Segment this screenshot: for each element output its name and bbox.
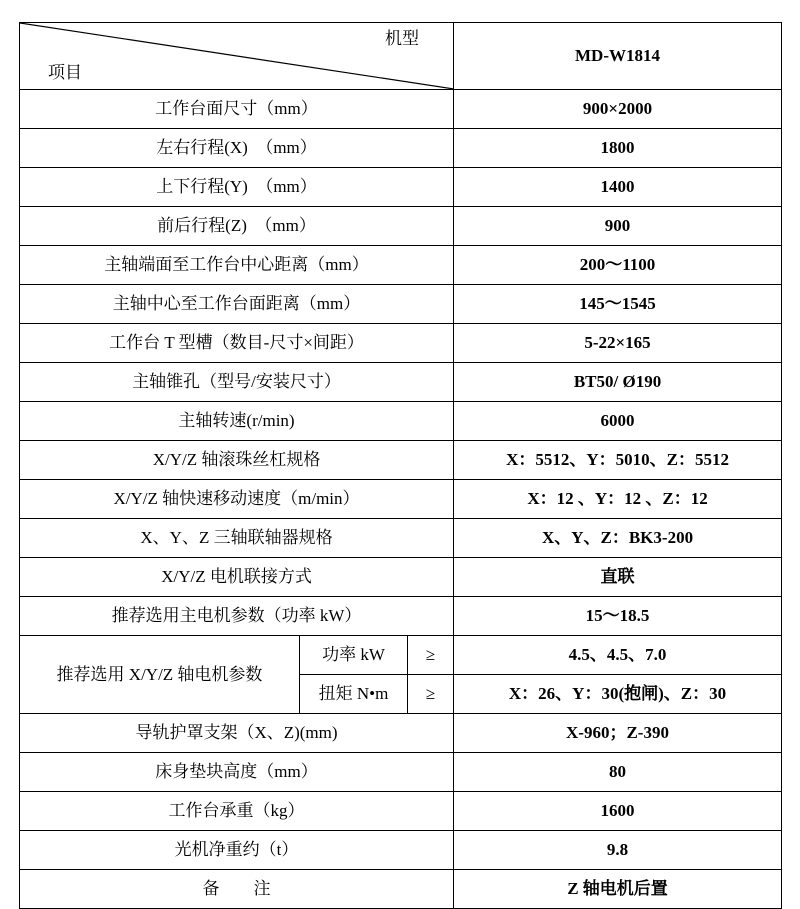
- row-label: 光机净重约（t）: [20, 831, 454, 870]
- row-label: 主轴锥孔（型号/安装尺寸）: [20, 363, 454, 402]
- row-value: X：12 、Y：12 、Z：12: [454, 480, 782, 519]
- row-label: 工作台承重（kg）: [20, 792, 454, 831]
- row-label: 主轴端面至工作台中心距离（mm）: [20, 246, 454, 285]
- header-model-label: 机型: [385, 29, 420, 48]
- table-row: [20, 90, 782, 129]
- header-item-label: 项目: [48, 63, 82, 83]
- row-label: X、Y、Z 三轴联轴器规格: [20, 519, 454, 558]
- row-value: 200～1100: [454, 246, 782, 285]
- table-row: [20, 792, 782, 831]
- row-value: 5-22×165: [454, 324, 782, 363]
- table-row: [20, 597, 782, 636]
- table-row: [20, 441, 782, 480]
- row-label: X/Y/Z 轴快速移动速度（m/min）: [20, 480, 454, 519]
- row-value: 直联: [454, 558, 782, 597]
- table-row: [20, 285, 782, 324]
- row-label: 前后行程(Z) （mm）: [20, 207, 454, 246]
- motor-subrow-value: 4.5、4.5、7.0: [454, 636, 782, 675]
- table-row: [20, 480, 782, 519]
- table-row-motor-power: [20, 636, 782, 675]
- row-value: 6000: [454, 402, 782, 441]
- table-row: [20, 402, 782, 441]
- row-value: 80: [454, 753, 782, 792]
- table-row: [20, 831, 782, 870]
- row-label: 推荐选用主电机参数（功率 kW）: [20, 597, 454, 636]
- table-header-row: [20, 23, 782, 90]
- motor-subrow-value: X：26、Y：30(抱闸)、Z：30: [454, 675, 782, 714]
- row-label: 主轴中心至工作台面距离（mm）: [20, 285, 454, 324]
- diagonal-header-inner: [20, 23, 453, 89]
- row-value: X：5512、Y：5010、Z：5512: [454, 441, 782, 480]
- table-row: [20, 324, 782, 363]
- table-row: [20, 363, 782, 402]
- row-label: 主轴转速(r/min): [20, 402, 454, 441]
- row-value: 15～18.5: [454, 597, 782, 636]
- table-row: [20, 129, 782, 168]
- table-row: [20, 753, 782, 792]
- row-label-remark: 备 注: [20, 870, 454, 909]
- row-label: 工作台 T 型槽（数目-尺寸×间距）: [20, 324, 454, 363]
- row-value: 1400: [454, 168, 782, 207]
- row-value: 1800: [454, 129, 782, 168]
- table-row: [20, 207, 782, 246]
- row-value: 145～1545: [454, 285, 782, 324]
- motor-subrow-label: 功率 kW: [300, 636, 408, 675]
- table-row: [20, 519, 782, 558]
- row-label: 工作台面尺寸（mm）: [20, 90, 454, 129]
- row-value: BT50/ Ø190: [454, 363, 782, 402]
- row-value: X-960；Z-390: [454, 714, 782, 753]
- row-value: 900: [454, 207, 782, 246]
- row-value-remark: Z 轴电机后置: [454, 870, 782, 909]
- row-label: 床身垫块高度（mm）: [20, 753, 454, 792]
- row-label: 导轨护罩支架（X、Z)(mm): [20, 714, 454, 753]
- table-row: [20, 714, 782, 753]
- table-body: [20, 23, 782, 909]
- motor-subrow-comparator: ≥: [408, 675, 454, 714]
- row-label: X/Y/Z 电机联接方式: [20, 558, 454, 597]
- row-value: 900×2000: [454, 90, 782, 129]
- row-value: 1600: [454, 792, 782, 831]
- specification-table: [19, 22, 782, 909]
- table-row: [20, 168, 782, 207]
- row-value: X、Y、Z：BK3-200: [454, 519, 782, 558]
- row-label: 上下行程(Y) （mm）: [20, 168, 454, 207]
- row-label: X/Y/Z 轴滚珠丝杠规格: [20, 441, 454, 480]
- table-row: [20, 246, 782, 285]
- header-model-value: MD-W1814: [454, 23, 782, 90]
- motor-group-label: 推荐选用 X/Y/Z 轴电机参数: [20, 636, 300, 714]
- row-label: 左右行程(X) （mm）: [20, 129, 454, 168]
- motor-subrow-label: 扭矩 N•m: [300, 675, 408, 714]
- table-row: [20, 558, 782, 597]
- row-value: 9.8: [454, 831, 782, 870]
- diagonal-header-cell: [20, 23, 454, 90]
- motor-subrow-comparator: ≥: [408, 636, 454, 675]
